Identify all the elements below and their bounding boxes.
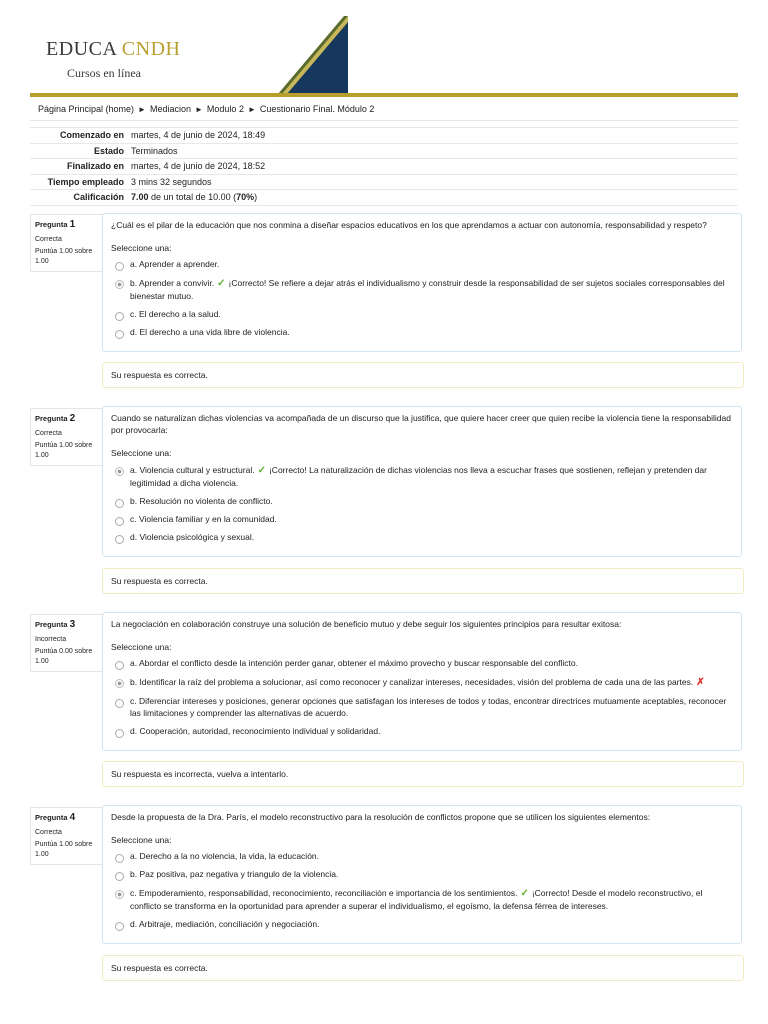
- question-text: Cuando se naturalizan dichas violencias va acompañada de un discurso que la justifica, que quiere hacer creer que quien recibe la violencia tiene la responsabilidad por provocarla:: [111, 413, 731, 435]
- breadcrumb: Página Principal (home) ► Mediacion ► Modulo 2 ► Cuestionario Final. Módulo 2: [38, 104, 375, 114]
- answer-option[interactable]: a. Derecho a la no violencia, la vida, la educación.: [115, 851, 735, 863]
- answer-option-selected[interactable]: a. Violencia cultural y estructural. ✓ ¡Correcto! La naturalización de dichas violencias nos lleva a escuchar frases que sostienen, reflejan y pretenden dar legitimidad a dicha violencia.: [115, 464, 735, 490]
- question-number: Pregunta 3: [35, 619, 76, 630]
- check-icon: ✓: [257, 464, 266, 476]
- summary-row: Comenzado en martes, 4 de junio de 2024, 18:49: [30, 127, 738, 143]
- question-text: La negociación en colaboración construye una solución de beneficio mutuo y debe seguir los siguientes principios para resultar exitosa:: [111, 619, 622, 629]
- radio-button[interactable]: [115, 312, 124, 321]
- grade-value: 7.00 de un total de 10.00 (70%): [131, 192, 258, 203]
- question-content: [102, 406, 742, 557]
- question-info: [30, 408, 103, 466]
- answer-feedback: ¡Correcto! La naturalización de dichas violencias nos lleva a escuchar frases que sostienen, reflejan y pretenden dar legitimidad a dicha violencia.: [130, 464, 707, 488]
- answer-option-selected[interactable]: c. Empoderamiento, responsabilidad, reconocimiento, reconciliación e importancia de los sentimientos. ✓ ¡Correcto! Desde el modelo reconstructivo, el conflicto se transforma en la oportunidad para aprender a superar el individualismo, el egoísmo, la defensa férrea de intereses.: [115, 887, 735, 913]
- header-divider: [30, 93, 738, 97]
- answer-option[interactable]: a. Abordar el conflicto desde la intención perder ganar, obtener el máximo provecho y buscar responsable del conflicto.: [115, 658, 735, 670]
- question-mark: Puntúa 1.00 sobre 1.00: [35, 441, 93, 460]
- radio-button[interactable]: [115, 535, 124, 544]
- question-number: Pregunta 1: [35, 219, 76, 230]
- question-info: [30, 214, 103, 272]
- breadcrumb-quiz[interactable]: Cuestionario Final. Módulo 2: [259, 104, 375, 114]
- question-mark: Puntúa 0.00 sobre 1.00: [35, 647, 93, 666]
- question-content: [102, 805, 742, 944]
- question-state: Correcta: [35, 235, 62, 243]
- radio-button[interactable]: [115, 499, 124, 508]
- answer-feedback: ¡Correcto! Desde el modelo reconstructivo, el conflicto se transforma en la oportunidad para aprender a superar el individualismo, el egoísmo, la defensa férrea de intereses.: [130, 887, 703, 911]
- question-state: Correcta: [35, 828, 62, 836]
- brand-logo[interactable]: [46, 38, 180, 81]
- breadcrumb-home[interactable]: Página Principal (home): [38, 104, 135, 114]
- question-result: Su respuesta es incorrecta, vuelva a intentarlo.: [102, 761, 744, 787]
- question-content: [102, 612, 742, 751]
- brand-subtitle: Cursos en línea: [67, 66, 141, 80]
- question-info: [30, 614, 103, 672]
- summary-row: Tiempo empleado 3 mins 32 segundos: [30, 174, 738, 190]
- answer-option-selected[interactable]: b. Aprender a convivir. ✓ ¡Correcto! Se refiere a dejar atrás el individualismo y construir desde la responsabilidad de ser sujetos sociales corresponsables del bienestar mutuo.: [115, 277, 735, 303]
- radio-button[interactable]: [115, 729, 124, 738]
- answer-prompt: Seleccione una:: [111, 447, 172, 458]
- radio-button[interactable]: [115, 922, 124, 931]
- answer-option[interactable]: d. Cooperación, autoridad, reconocimiento individual y solidaridad.: [115, 726, 735, 738]
- radio-button[interactable]: [115, 854, 124, 863]
- question-number: Pregunta 2: [35, 413, 76, 424]
- answer-option[interactable]: b. Paz positiva, paz negativa y triangulo de la violencia.: [115, 869, 735, 881]
- question-result: Su respuesta es correcta.: [102, 955, 744, 981]
- cross-icon: ✗: [696, 676, 705, 688]
- answer-prompt: Seleccione una:: [111, 242, 172, 253]
- summary-row-grade: Calificación 7.00 de un total de 10.00 (70%): [30, 189, 738, 206]
- answer-option[interactable]: c. Violencia familiar y en la comunidad.: [115, 514, 735, 526]
- breadcrumb-divider: [30, 120, 738, 121]
- question-number: Pregunta 4: [35, 812, 76, 823]
- brand-title: EDUCA CNDH: [46, 38, 181, 60]
- radio-button[interactable]: [115, 872, 124, 881]
- question-content: [102, 213, 742, 352]
- radio-button[interactable]: [115, 699, 124, 708]
- question-state: Correcta: [35, 429, 62, 437]
- answer-option[interactable]: d. El derecho a una vida libre de violencia.: [115, 327, 735, 339]
- question-mark: Puntúa 1.00 sobre 1.00: [35, 247, 93, 266]
- answer-option[interactable]: d. Arbitraje, mediación, conciliación y negociación.: [115, 919, 735, 931]
- answer-option[interactable]: b. Resolución no violenta de conflicto.: [115, 496, 735, 508]
- answer-option-selected[interactable]: b. Identificar la raíz del problema a solucionar, así como reconocer y canalizar intereses, necesidades, visión del problema de cada una de las partes. ✗: [115, 676, 735, 690]
- answer-feedback: ¡Correcto! Se refiere a dejar atrás el individualismo y construir desde la responsabilidad de ser sujetos sociales corresponsables del bienestar mutuo.: [130, 277, 725, 301]
- radio-button[interactable]: [115, 330, 124, 339]
- radio-button-checked[interactable]: [115, 890, 124, 899]
- answer-prompt: Seleccione una:: [111, 834, 172, 845]
- question-text: Desde la propuesta de la Dra. París, el modelo reconstructivo para la resolución de conflictos propone que se utilicen los siguientes elementos:: [111, 812, 651, 822]
- site-header: [0, 0, 768, 100]
- logo-graphic: [278, 14, 350, 94]
- check-icon: ✓: [217, 277, 226, 289]
- radio-button-checked[interactable]: [115, 467, 124, 476]
- question-result: Su respuesta es correcta.: [102, 568, 744, 594]
- radio-button[interactable]: [115, 262, 124, 271]
- check-icon: ✓: [520, 887, 529, 899]
- radio-button-checked[interactable]: [115, 679, 124, 688]
- radio-button[interactable]: [115, 517, 124, 526]
- question-mark: Puntúa 1.00 sobre 1.00: [35, 840, 93, 859]
- breadcrumb-module[interactable]: Modulo 2: [206, 104, 244, 114]
- radio-button[interactable]: [115, 661, 124, 670]
- summary-row: Estado Terminados: [30, 143, 738, 159]
- question-result: Su respuesta es correcta.: [102, 362, 744, 388]
- answer-prompt: Seleccione una:: [111, 641, 172, 652]
- breadcrumb-course[interactable]: Mediacion: [149, 104, 191, 114]
- answer-option[interactable]: c. El derecho a la salud.: [115, 309, 735, 321]
- answer-option[interactable]: c. Diferenciar intereses y posiciones, generar opciones que satisfagan los intereses de todos y todas, encontrar directrices mutuamente aceptables, reconocer las limitaciones y comprender las alternativas de acuerdo.: [115, 696, 735, 720]
- question-text: ¿Cuál es el pilar de la educación que nos conmina a diseñar espacios educativos en los que aprendamos a actuar con autonomía, responsabilidad y respeto?: [111, 220, 707, 230]
- question-state: Incorrecta: [35, 635, 67, 643]
- attempt-summary: [30, 127, 738, 206]
- answer-option[interactable]: a. Aprender a aprender.: [115, 259, 735, 271]
- answer-option[interactable]: d. Violencia psicológica y sexual.: [115, 532, 735, 544]
- question-info: [30, 807, 103, 865]
- summary-row: Finalizado en martes, 4 de junio de 2024, 18:52: [30, 158, 738, 174]
- radio-button-checked[interactable]: [115, 280, 124, 289]
